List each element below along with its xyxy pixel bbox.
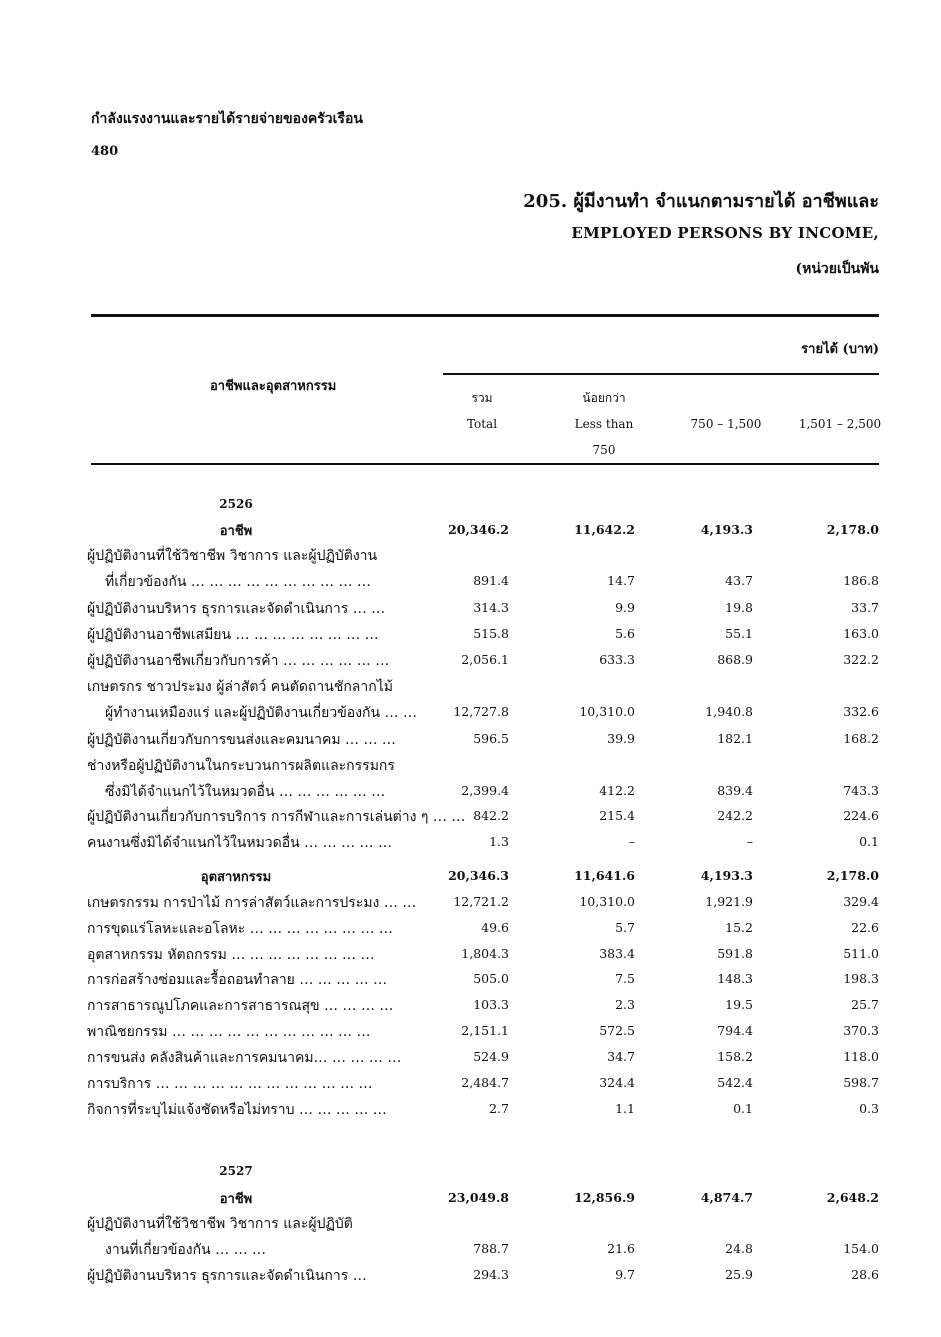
page-number: 480	[91, 144, 119, 159]
col-header-total	[417, 385, 547, 437]
cell-total: 12,721.2	[453, 894, 509, 909]
cell-less-than-750: 412.2	[599, 783, 635, 798]
cell-less-than-750: 21.6	[607, 1241, 635, 1256]
col-header-1501-2500: 1,501 – 2,500	[798, 417, 882, 431]
cell-less-than-750: 11,642.2	[574, 522, 635, 537]
row-label-continued: ซึ่งมิได้จำแนกไว้ในหมวดอื่น … … … … … …	[105, 784, 386, 800]
cell-total: 1.3	[489, 834, 509, 849]
cell-total: 12,727.8	[453, 704, 509, 719]
col-header-total-th: รวม	[471, 391, 493, 405]
cell-1501-2500: 332.6	[843, 704, 879, 719]
cell-750-1500: 24.8	[725, 1241, 753, 1256]
cell-1501-2500: 598.7	[843, 1075, 879, 1090]
row-label: ช่างหรือผู้ปฏิบัติงานในกระบวนการผลิตและกรรมกร	[87, 758, 395, 774]
cell-total: 2,151.1	[461, 1023, 509, 1038]
cell-750-1500: 19.5	[725, 997, 753, 1012]
col-header-less-than	[539, 385, 669, 463]
row-label: ผู้ปฏิบัติงานบริหาร ธุรการและจัดดำเนินการ … …	[87, 601, 386, 617]
cell-1501-2500: 118.0	[843, 1049, 879, 1064]
section-label: อุตสาหกรรม	[200, 870, 272, 885]
cell-750-1500: 148.3	[717, 971, 753, 986]
row-label: เกษตรกรรม การป่าไม้ การล่าสัตว์และการประมง … …	[87, 895, 417, 911]
cell-1501-2500: 22.6	[851, 920, 879, 935]
cell-1501-2500: 2,648.2	[826, 1190, 879, 1205]
col-header-total-en: Total	[466, 417, 498, 431]
cell-less-than-750: 10,310.0	[579, 704, 635, 719]
cell-750-1500: 794.4	[717, 1023, 753, 1038]
cell-less-than-750: 5.6	[615, 626, 635, 641]
row-label: ผู้ปฏิบัติงานอาชีพเสมียน … … … … … … … …	[87, 627, 379, 643]
cell-total: 524.9	[473, 1049, 509, 1064]
cell-total: 891.4	[473, 573, 509, 588]
cell-less-than-750: 5.7	[615, 920, 635, 935]
col-header-lt-th: น้อยกว่า	[582, 391, 626, 405]
row-label: การก่อสร้างซ่อมและรื้อถอนทำลาย … … … … …	[87, 972, 388, 988]
cell-1501-2500: 28.6	[851, 1267, 879, 1282]
running-head: กำลังแรงงานและรายได้รายจ่ายของครัวเรือน	[91, 111, 363, 127]
cell-total: 2.7	[489, 1101, 509, 1116]
cell-less-than-750: 633.3	[599, 652, 635, 667]
cell-750-1500: 19.8	[725, 600, 753, 615]
row-label: พาณิชยกรรม … … … … … … … … … … …	[87, 1024, 371, 1040]
header-bottom-rule	[91, 463, 879, 465]
unit-note: (หน่วยเป็นพัน	[795, 261, 879, 277]
cell-1501-2500: 329.4	[843, 894, 879, 909]
row-label: ผู้ปฏิบัติงานบริหาร ธุรการและจัดดำเนินการ …	[87, 1268, 367, 1284]
section-label: อาชีพ	[219, 524, 253, 539]
row-label: กิจการที่ระบุไม่แจ้งชัดหรือไม่ทราบ … … … … …	[87, 1102, 387, 1118]
cell-750-1500: 1,940.8	[705, 704, 753, 719]
cell-total: 2,056.1	[461, 652, 509, 667]
table-title-thai: 205. ผู้มีงานทำ จำแนกตามรายได้ อาชีพและ	[523, 191, 879, 212]
row-label-continued: ผู้ทำงานเหมืองแร่ และผู้ปฏิบัติงานเกี่ยวข้องกัน … …	[105, 705, 417, 721]
cell-total: 2,399.4	[461, 783, 509, 798]
cell-750-1500: 4,874.7	[700, 1190, 753, 1205]
section-label: อาชีพ	[219, 1192, 253, 1207]
col-header-lt-en: Less than	[574, 417, 634, 431]
cell-750-1500: 542.4	[717, 1075, 753, 1090]
row-label-continued: งานที่เกี่ยวข้องกัน … … …	[105, 1242, 267, 1258]
cell-total: 596.5	[473, 731, 509, 746]
cell-1501-2500: 198.3	[843, 971, 879, 986]
cell-1501-2500: 0.3	[859, 1101, 879, 1116]
top-rule	[91, 314, 879, 317]
cell-750-1500: 43.7	[725, 573, 753, 588]
cell-total: 1,804.3	[461, 946, 509, 961]
row-label: ผู้ปฏิบัติงานอาชีพเกี่ยวกับการค้า … … … … … …	[87, 653, 390, 669]
year-label: 2527	[219, 1164, 253, 1178]
table-title-english: EMPLOYED PERSONS BY INCOME,	[571, 224, 879, 242]
cell-1501-2500: 163.0	[843, 626, 879, 641]
cell-less-than-750: 1.1	[615, 1101, 635, 1116]
row-label: การบริการ … … … … … … … … … … … …	[87, 1076, 373, 1092]
cell-less-than-750: 572.5	[599, 1023, 635, 1038]
cell-total: 842.2	[473, 808, 509, 823]
year-label: 2526	[219, 497, 253, 511]
cell-total: 20,346.3	[448, 868, 509, 883]
cell-1501-2500: 186.8	[843, 573, 879, 588]
cell-less-than-750: 34.7	[607, 1049, 635, 1064]
cell-750-1500: 182.1	[717, 731, 753, 746]
cell-less-than-750: 10,310.0	[579, 894, 635, 909]
row-label: ผู้ปฏิบัติงานที่ใช้วิชาชีพ วิชาการ และผู้ปฏิบัติ	[87, 1216, 353, 1232]
cell-750-1500: 25.9	[725, 1267, 753, 1282]
income-rule	[443, 373, 879, 375]
col-header-lt-en2: 750	[592, 443, 616, 457]
row-label: เกษตรกร ชาวประมง ผู้ล่าสัตว์ คนตัดถานชักลากไม้	[87, 679, 393, 695]
cell-less-than-750: 324.4	[599, 1075, 635, 1090]
cell-750-1500: 242.2	[717, 808, 753, 823]
cell-less-than-750: 7.5	[615, 971, 635, 986]
cell-1501-2500: 2,178.0	[826, 868, 879, 883]
cell-1501-2500: 322.2	[843, 652, 879, 667]
cell-total: 2,484.7	[461, 1075, 509, 1090]
cell-total: 788.7	[473, 1241, 509, 1256]
row-label: การขนส่ง คลังสินค้าและการคมนาคม… … … … …	[87, 1050, 402, 1066]
row-label: การขุดแร่โลหะและอโลหะ … … … … … … … …	[87, 921, 393, 937]
col-header-750-1500: 750 – 1,500	[690, 417, 762, 431]
cell-750-1500: –	[746, 834, 753, 849]
cell-1501-2500: 168.2	[843, 731, 879, 746]
cell-less-than-750: 9.7	[615, 1267, 635, 1282]
cell-total: 515.8	[473, 626, 509, 641]
row-label: การสาธารณูปโภคและการสาธารณสุข … … … …	[87, 998, 394, 1014]
cell-1501-2500: 511.0	[843, 946, 879, 961]
cell-750-1500: 4,193.3	[700, 522, 753, 537]
cell-less-than-750: 9.9	[615, 600, 635, 615]
cell-750-1500: 4,193.3	[700, 868, 753, 883]
row-label: ผู้ปฏิบัติงานที่ใช้วิชาชีพ วิชาการ และผู้ปฏิบัติงาน	[87, 548, 378, 564]
cell-750-1500: 1,921.9	[705, 894, 753, 909]
cell-1501-2500: 33.7	[851, 600, 879, 615]
row-label-continued: ที่เกี่ยวข้องกัน … … … … … … … … … …	[105, 574, 371, 590]
cell-total: 505.0	[473, 971, 509, 986]
cell-1501-2500: 25.7	[851, 997, 879, 1012]
row-label: ผู้ปฏิบัติงานเกี่ยวกับการบริการ การกีฬาและการเล่นต่าง ๆ … …	[87, 809, 466, 825]
cell-total: 49.6	[481, 920, 509, 935]
row-label: ผู้ปฏิบัติงานเกี่ยวกับการขนส่งและคมนาคม … … …	[87, 732, 396, 748]
cell-1501-2500: 2,178.0	[826, 522, 879, 537]
cell-750-1500: 55.1	[725, 626, 753, 641]
cell-less-than-750: 383.4	[599, 946, 635, 961]
cell-750-1500: 158.2	[717, 1049, 753, 1064]
cell-less-than-750: 14.7	[607, 573, 635, 588]
cell-750-1500: 591.8	[717, 946, 753, 961]
cell-750-1500: 839.4	[717, 783, 753, 798]
cell-total: 103.3	[473, 997, 509, 1012]
cell-total: 23,049.8	[448, 1190, 509, 1205]
cell-750-1500: 868.9	[717, 652, 753, 667]
stub-header: อาชีพและอุตสาหกรรม	[210, 379, 337, 394]
cell-less-than-750: 11,641.6	[574, 868, 635, 883]
row-label: คนงานซึ่งมิได้จำแนกไว้ในหมวดอื่น … … … … …	[87, 835, 392, 851]
cell-less-than-750: 39.9	[607, 731, 635, 746]
income-header: รายได้ (บาท)	[801, 342, 879, 357]
cell-1501-2500: 743.3	[843, 783, 879, 798]
cell-1501-2500: 224.6	[843, 808, 879, 823]
cell-less-than-750: 12,856.9	[574, 1190, 635, 1205]
cell-1501-2500: 370.3	[843, 1023, 879, 1038]
cell-750-1500: 0.1	[733, 1101, 753, 1116]
cell-1501-2500: 0.1	[859, 834, 879, 849]
cell-less-than-750: 215.4	[599, 808, 635, 823]
cell-750-1500: 15.2	[725, 920, 753, 935]
cell-less-than-750: –	[628, 834, 635, 849]
row-label: อุตสาหกรรม หัตถกรรม … … … … … … … …	[87, 947, 375, 963]
cell-total: 294.3	[473, 1267, 509, 1282]
cell-less-than-750: 2.3	[615, 997, 635, 1012]
cell-1501-2500: 154.0	[843, 1241, 879, 1256]
cell-total: 20,346.2	[448, 522, 509, 537]
cell-total: 314.3	[473, 600, 509, 615]
